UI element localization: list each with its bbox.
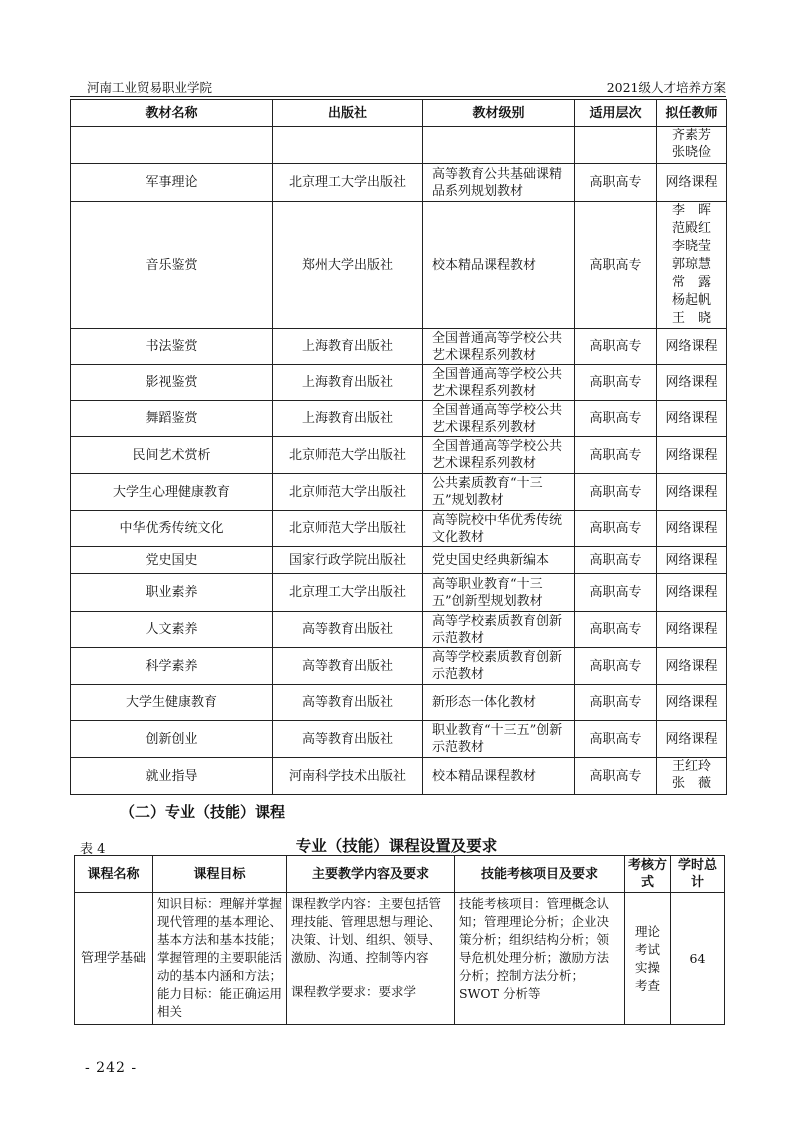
teacher-name: 张 薇 bbox=[671, 776, 711, 791]
teacher bbox=[657, 164, 727, 202]
assessment-mode-line: 考查 bbox=[634, 977, 660, 993]
teacher-name: 网络课程 bbox=[665, 552, 718, 568]
textbook-table bbox=[70, 99, 727, 795]
tier: 高职高专 bbox=[575, 758, 657, 795]
teacher bbox=[657, 612, 727, 648]
publisher: 高等教育出版社 bbox=[273, 685, 423, 721]
textbook-name: 影视鉴赏 bbox=[71, 365, 273, 401]
page-header bbox=[70, 78, 726, 97]
teacher bbox=[657, 329, 727, 365]
textbook-level: 全国普通高等学校公共艺术课程系列教材 bbox=[423, 401, 575, 437]
textbook-level: 公共素质教育“十三五”规划教材 bbox=[423, 474, 575, 511]
course-table-header bbox=[75, 856, 725, 893]
tier: 高职高专 bbox=[575, 365, 657, 401]
teacher-name: 网络课程 bbox=[665, 585, 718, 600]
tier: 高职高专 bbox=[575, 511, 657, 547]
teacher bbox=[657, 365, 727, 401]
col-skill-assessment: 技能考核项目及要求 bbox=[455, 856, 625, 893]
col-textbook-name: 教材名称 bbox=[71, 100, 273, 127]
col-textbook-level: 教材级别 bbox=[423, 100, 575, 127]
textbook-name: 大学生健康教育 bbox=[71, 685, 273, 721]
table-row bbox=[71, 648, 727, 685]
teacher bbox=[657, 474, 727, 511]
tier bbox=[575, 127, 657, 164]
textbook-name: 民间艺术赏析 bbox=[71, 437, 273, 474]
col-publisher: 出版社 bbox=[273, 100, 423, 127]
teacher-name: 网络课程 bbox=[665, 411, 718, 426]
teacher-name: 网络课程 bbox=[665, 731, 718, 747]
publisher: 国家行政学院出版社 bbox=[273, 547, 423, 574]
textbook-level: 高等院校中华优秀传统文化教材 bbox=[423, 511, 575, 547]
teacher-name: 常 露 bbox=[671, 275, 711, 290]
publisher: 高等教育出版社 bbox=[273, 648, 423, 685]
teacher bbox=[657, 511, 727, 547]
table-row bbox=[71, 574, 727, 612]
textbook-level: 高等职业教育“十三五”创新型规划教材 bbox=[423, 574, 575, 612]
publisher: 北京师范大学出版社 bbox=[273, 437, 423, 474]
tier: 高职高专 bbox=[575, 574, 657, 612]
table-row bbox=[71, 164, 727, 202]
table-row bbox=[71, 329, 727, 365]
publisher: 上海教育出版社 bbox=[273, 365, 423, 401]
table-row bbox=[71, 547, 727, 574]
table-row bbox=[71, 401, 727, 437]
table-row bbox=[71, 511, 727, 547]
textbook-name: 就业指导 bbox=[71, 758, 273, 795]
table-row bbox=[71, 365, 727, 401]
course-name: 管理学基础 bbox=[75, 893, 153, 1025]
textbook-name: 大学生心理健康教育 bbox=[71, 474, 273, 511]
col-course-name: 课程名称 bbox=[75, 856, 153, 893]
tier: 高职高专 bbox=[575, 164, 657, 202]
textbook-name: 书法鉴赏 bbox=[71, 329, 273, 365]
tier: 高职高专 bbox=[575, 612, 657, 648]
textbook-name: 人文素养 bbox=[71, 612, 273, 648]
teacher bbox=[657, 547, 727, 574]
assessment-mode-line: 理论 bbox=[634, 923, 660, 939]
publisher: 北京师范大学出版社 bbox=[273, 474, 423, 511]
table-row bbox=[71, 612, 727, 648]
tier: 高职高专 bbox=[575, 329, 657, 365]
textbook-level: 高等教育公共基础课精品系列规划教材 bbox=[423, 164, 575, 202]
teacher-name: 网络课程 bbox=[665, 658, 718, 674]
teacher-name: 王 晓 bbox=[671, 311, 711, 326]
section-title: （二）专业（技能）课程 bbox=[120, 803, 286, 821]
textbook-name: 音乐鉴赏 bbox=[71, 202, 273, 329]
publisher: 上海教育出版社 bbox=[273, 401, 423, 437]
teacher bbox=[657, 401, 727, 437]
tier: 高职高专 bbox=[575, 685, 657, 721]
teacher-name: 李晓莹 bbox=[671, 239, 711, 254]
tier: 高职高专 bbox=[575, 474, 657, 511]
tier: 高职高专 bbox=[575, 437, 657, 474]
header-doc-title: 2021级人才培养方案 bbox=[606, 80, 726, 95]
teacher bbox=[657, 437, 727, 474]
textbook-name: 党史国史 bbox=[71, 547, 273, 574]
textbook-level: 校本精品课程教材 bbox=[423, 758, 575, 795]
skill-assessment: 技能考核项目：管理概念认知；管理理论分析；企业决策分析；组织结构分析；领导危机处理分析；激励方法分析；控制方法分析；SWOT 分析等 bbox=[455, 893, 625, 1025]
textbook-level: 新形态一体化教材 bbox=[423, 685, 575, 721]
tier: 高职高专 bbox=[575, 401, 657, 437]
textbook-name: 舞蹈鉴赏 bbox=[71, 401, 273, 437]
textbook-level: 全国普通高等学校公共艺术课程系列教材 bbox=[423, 329, 575, 365]
teacher-name: 网络课程 bbox=[665, 484, 718, 500]
header-school: 河南工业贸易职业学院 bbox=[87, 80, 213, 95]
teacher-name: 李 晖 bbox=[671, 203, 711, 218]
course-content-part2: 课程教学要求：要求学 bbox=[291, 984, 417, 999]
teacher-name: 范殿红 bbox=[671, 221, 711, 236]
publisher: 高等教育出版社 bbox=[273, 721, 423, 758]
teacher-name: 网络课程 bbox=[665, 175, 718, 190]
assessment-mode bbox=[625, 893, 671, 1025]
assessment-mode-line: 考试 bbox=[634, 941, 660, 957]
textbook-level: 职业教育“十三五”创新示范教材 bbox=[423, 721, 575, 758]
textbook-level: 校本精品课程教材 bbox=[423, 202, 575, 329]
col-total-hours: 学时总计 bbox=[671, 856, 725, 893]
teacher-name: 齐素芳 bbox=[671, 128, 711, 143]
textbook-level: 高等学校素质教育创新示范教材 bbox=[423, 612, 575, 648]
tier: 高职高专 bbox=[575, 648, 657, 685]
textbook-table-header bbox=[71, 100, 727, 127]
col-course-content: 主要教学内容及要求 bbox=[287, 856, 455, 893]
table-row bbox=[71, 127, 727, 164]
table-title: 专业（技能）课程设置及要求 bbox=[295, 836, 498, 855]
publisher bbox=[273, 127, 423, 164]
textbook-level: 全国普通高等学校公共艺术课程系列教材 bbox=[423, 365, 575, 401]
course-table bbox=[74, 855, 725, 1025]
teacher-name: 网络课程 bbox=[665, 375, 718, 390]
table-row bbox=[71, 685, 727, 721]
assessment-mode-line: 实操 bbox=[634, 959, 660, 975]
tier: 高职高专 bbox=[575, 202, 657, 329]
teacher-name: 网络课程 bbox=[665, 339, 718, 354]
teacher-name: 网络课程 bbox=[665, 622, 718, 637]
course-content-part1: 课程教学内容：主要包括管理技能、管理思想与理论、决策、计划、组织、领导、激励、沟通、控制等内容 bbox=[291, 896, 442, 965]
textbook-name: 中华优秀传统文化 bbox=[71, 511, 273, 547]
textbook-name: 职业素养 bbox=[71, 574, 273, 612]
table-row bbox=[71, 202, 727, 329]
table-number: 表 4 bbox=[80, 842, 106, 857]
publisher: 河南科学技术出版社 bbox=[273, 758, 423, 795]
course-content bbox=[287, 893, 455, 1025]
total-hours: 64 bbox=[671, 893, 725, 1025]
col-assessment-mode: 考核方式 bbox=[625, 856, 671, 893]
table-row bbox=[71, 474, 727, 511]
table-row bbox=[71, 758, 727, 795]
publisher: 郑州大学出版社 bbox=[273, 202, 423, 329]
textbook-level: 高等学校素质教育创新示范教材 bbox=[423, 648, 575, 685]
textbook-name: 创新创业 bbox=[71, 721, 273, 758]
publisher: 北京理工大学出版社 bbox=[273, 574, 423, 612]
teacher-name: 张晓俭 bbox=[671, 145, 711, 160]
textbook-name: 军事理论 bbox=[71, 164, 273, 202]
textbook-level bbox=[423, 127, 575, 164]
teacher-name: 网络课程 bbox=[665, 521, 718, 536]
teacher-name: 网络课程 bbox=[665, 695, 718, 710]
teacher bbox=[657, 574, 727, 612]
textbook-level: 党史国史经典新编本 bbox=[423, 547, 575, 574]
teacher-name: 杨起帆 bbox=[671, 293, 711, 308]
teacher bbox=[657, 648, 727, 685]
textbook-name bbox=[71, 127, 273, 164]
publisher: 上海教育出版社 bbox=[273, 329, 423, 365]
table-row bbox=[71, 721, 727, 758]
table-row bbox=[75, 893, 725, 1025]
tier: 高职高专 bbox=[575, 547, 657, 574]
col-teacher: 拟任教师 bbox=[657, 100, 727, 127]
teacher-name: 网络课程 bbox=[665, 447, 718, 463]
publisher: 高等教育出版社 bbox=[273, 612, 423, 648]
tier: 高职高专 bbox=[575, 721, 657, 758]
teacher-name: 王红玲 bbox=[671, 759, 711, 774]
teacher bbox=[657, 685, 727, 721]
textbook-name: 科学素养 bbox=[71, 648, 273, 685]
col-tier: 适用层次 bbox=[575, 100, 657, 127]
teacher bbox=[657, 202, 727, 329]
teacher bbox=[657, 127, 727, 164]
page-number: - 242 - bbox=[85, 1060, 138, 1076]
course-goal: 知识目标：理解并掌握现代管理的基本理论、基本方法和基本技能；掌握管理的主要职能活动的基本内涵和方法；能力目标：能正确运用相关 bbox=[153, 893, 287, 1025]
textbook-level: 全国普通高等学校公共艺术课程系列教材 bbox=[423, 437, 575, 474]
publisher: 北京师范大学出版社 bbox=[273, 511, 423, 547]
table-row bbox=[71, 437, 727, 474]
teacher bbox=[657, 758, 727, 795]
teacher-name: 郭琼慧 bbox=[671, 257, 711, 272]
publisher: 北京理工大学出版社 bbox=[273, 164, 423, 202]
teacher bbox=[657, 721, 727, 758]
col-course-goal: 课程目标 bbox=[153, 856, 287, 893]
